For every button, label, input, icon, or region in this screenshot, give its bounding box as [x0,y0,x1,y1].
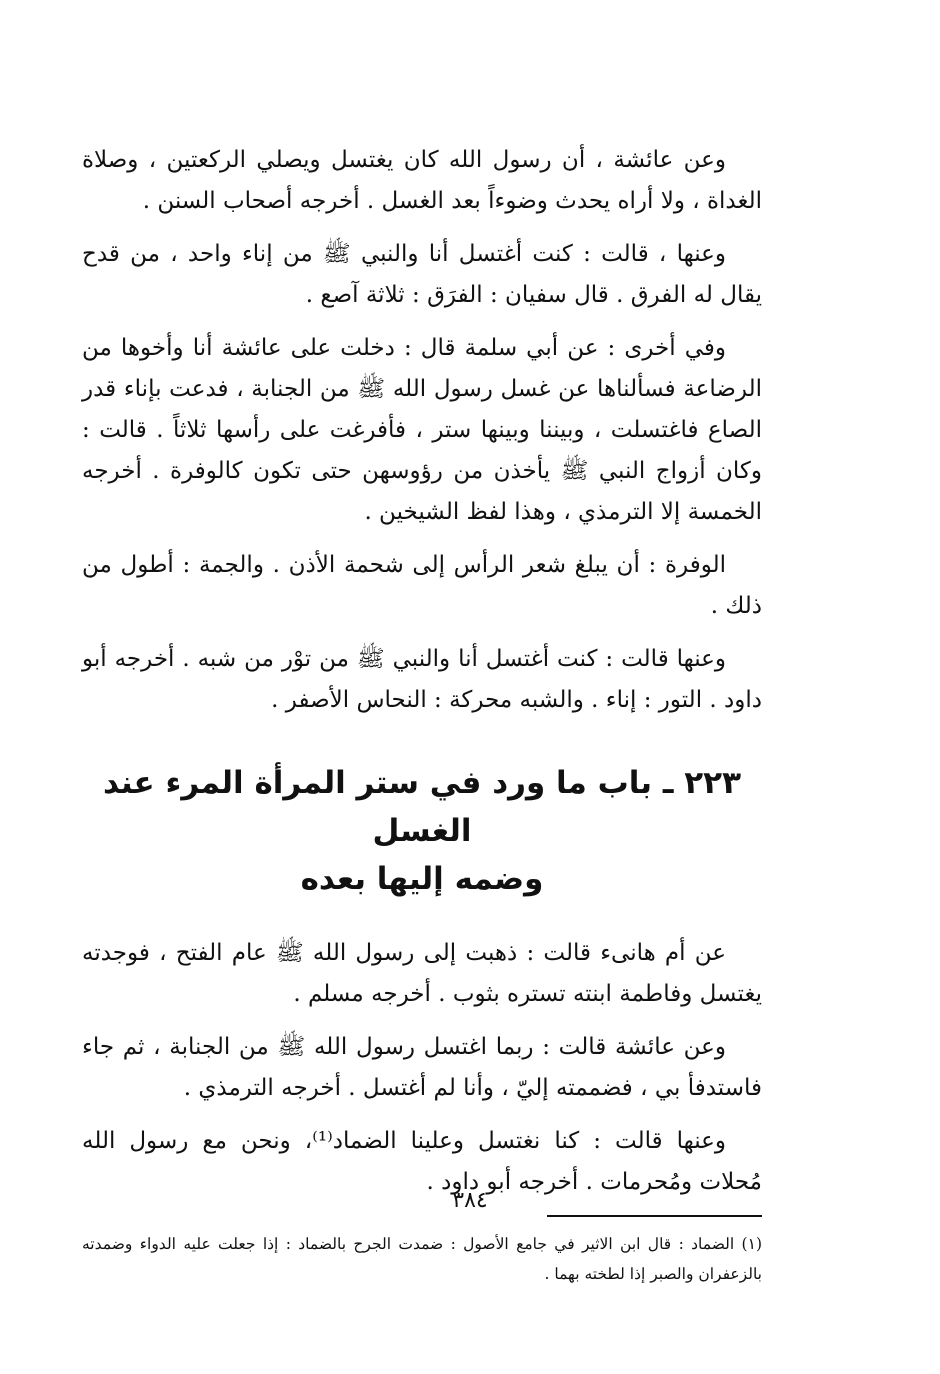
paragraph-one-vessel: وعنها ، قالت : كنت أغتسل أنا والنبي ﷺ من إناء واحد ، من قدح يقال له الفرق . قال سفيان : الفرَق : ثلاثة آصع . [82,241,762,308]
paragraph-umm-hani: عن أم هانىء قالت : ذهبت إلى رسول الله ﷺ عام الفتح ، فوجدته يغتسل وفاطمة ابنته تستره بثوب . أخرجه مسلم . [82,940,762,1007]
footnote: (١) الضماد : قال ابن الاثير في جامع الأصول : ضمدت الجرح بالضماد : إذا جعلت عليه الدواء وضمدته بالزعفران والصبر إذا لطخته بهما . [82,1235,762,1283]
paragraph-aisha-warming: وعن عائشة قالت : ربما اغتسل رسول الله ﷺ من الجنابة ، ثم جاء فاستدفأ بي ، فضممته إليّ ، وأنا لم أغتسل . أخرجه الترمذي . [82,1034,762,1101]
paragraph-wafra-definition: الوفرة : أن يبلغ شعر الرأس إلى شحمة الأذن . والجمة : أطول من ذلك . [82,552,762,619]
page-body [82,140,762,1289]
chapter-heading-line-1: ٢٢٣ ـ باب ما ورد في ستر المرأة المرء عند الغسل [102,765,742,849]
paragraph-dimad: وعنها قالت : كنا نغتسل وعلينا الضماد⁽¹⁾، ونحن مع رسول الله مُحلات ومُحرمات . أخرجه أبو داود . [82,1128,762,1195]
paragraph-tawr-vessel: وعنها قالت : كنت أغتسل أنا والنبي ﷺ من توْر من شبه . أخرجه أبو داود . التور : إناء . والشبه محركة : النحاس الأصفر . [82,646,762,713]
chapter-heading-line-2: وضمه إليها بعده [300,861,544,897]
footnote-divider [547,1215,762,1217]
paragraph-aisha-ghusl-prayer: وعن عائشة ، أن رسول الله كان يغتسل ويصلي الركعتين ، وصلاة الغداة ، ولا أراه يحدث وضوءاً بعد الغسل . أخرجه أصحاب السنن . [82,147,762,214]
paragraph-abu-salama: وفي أخرى : عن أبي سلمة قال : دخلت على عائشة أنا وأخوها من الرضاعة فسألناها عن غسل رسول الله ﷺ من الجنابة ، فدعت بإناء قدر الصاع فاغتسلت ، وبيننا وبينها ستر ، فأفرغت على رأسها ثلاثاً . قالت : وكان أزواج النبي ﷺ يأخذن من رؤوسهن حتى تكون كالوفرة . أخرجه الخمسة إلا الترمذي ، وهذا لفظ الشيخين . [82,335,763,525]
chapter-heading [82,759,762,903]
page-number: ٣٨٤ [452,1188,488,1213]
